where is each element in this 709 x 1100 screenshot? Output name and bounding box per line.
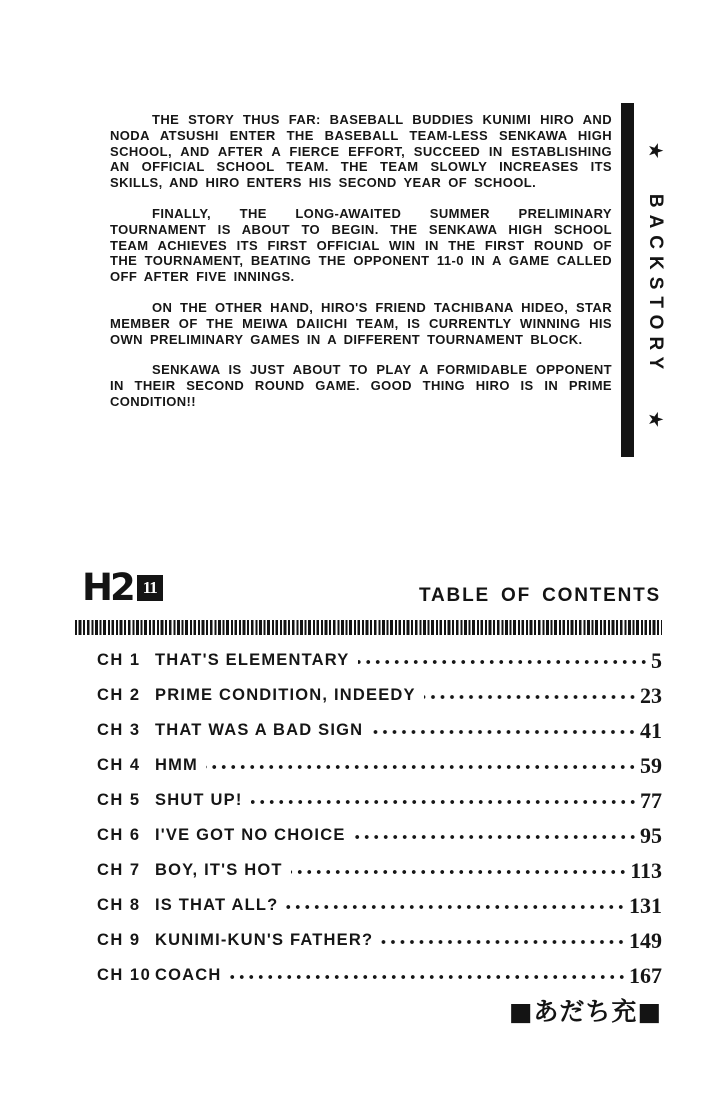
series-logo-text: H2 [82,566,133,609]
dot-leader [358,654,648,670]
chapter-label: CH 10 [97,966,152,984]
dot-leader [251,794,637,810]
chapter-title: BOY, IT'S HOT [155,861,283,879]
backstory-label-text: BACKSTORY [645,193,666,377]
dot-leader [206,759,637,775]
chapter-title: KUNIMI-KUN'S FATHER? [155,931,374,949]
chapter-page-number: 95 [640,822,662,848]
toc-row-5 [97,783,662,818]
backstory-paragraph-3: ON THE OTHER HAND, HIRO'S FRIEND TACHIBANA HIDEO, STAR MEMBER OF THE MEIWA DAIICHI TEAM, IS CURRENTLY WINNING HIS OWN PRELIMINARY GAMES IN A DIFFERENT TOURNAMENT BLOCK. [110,299,612,347]
toc-row-7 [97,853,662,888]
chapter-title: IS THAT ALL? [155,896,279,914]
toc-row-1 [97,643,662,678]
chapter-page-number: 23 [640,682,662,708]
backstory-side-rule [621,103,634,457]
chapter-page-number: 5 [651,647,662,673]
chapter-page-number: 77 [640,787,662,813]
backstory-panel [110,112,612,425]
toc-heading: TABLE OF CONTENTS [419,585,661,606]
toc-row-10 [97,958,662,993]
author-credit: ■あだち充■ [508,997,662,1026]
dot-leader [371,724,637,740]
dot-leader [286,899,626,915]
backstory-paragraph-4: SENKAWA IS JUST ABOUT TO PLAY A FORMIDABLE OPPONENT IN THEIR SECOND ROUND GAME. GOOD THING HIRO IS IN PRIME CONDITION!! [110,362,612,409]
chapter-page-number: 59 [640,752,662,778]
chapter-title: THAT'S ELEMENTARY [155,651,350,669]
backstory-vertical-label [642,143,668,427]
volume-badge: 11 [137,575,163,601]
chapter-label: CH 5 [97,791,141,809]
chapter-title: PRIME CONDITION, INDEEDY [155,686,416,704]
toc-row-3 [97,713,662,748]
backstory-paragraph-1: THE STORY THUS FAR: BASEBALL BUDDIES KUNIMI HIRO AND NODA ATSUSHI ENTER THE BASEBALL TEAM-LESS SENKAWA HIGH SCHOOL, AND AFTER A FIERCE EFFORT, SUCCEED IN ESTABLISHING AN OFFICIAL SCHOOL TEAM. THE TEAM SLOWLY INCREASES ITS SKILLS, AND HIRO ENTERS HIS SECOND YEAR OF SCHOOL. [110,112,612,191]
dot-leader [230,969,627,985]
dot-leader [381,934,626,950]
chapter-title: I'VE GOT NO CHOICE [155,826,346,844]
toc-row-9 [97,923,662,958]
toc-row-8 [97,888,662,923]
chapter-label: CH 4 [97,756,141,774]
chapter-label: CH 2 [97,686,141,704]
chapter-title: THAT WAS A BAD SIGN [155,721,364,739]
chapter-page-number: 113 [630,857,662,883]
dot-leader [354,829,637,845]
backstory-paragraph-2: FINALLY, THE LONG-AWAITED SUMMER PRELIMINARY TOURNAMENT IS ABOUT TO BEGIN. THE SENKAWA HIGH SCHOOL TEAM ACHIEVES ITS FIRST OFFICIAL WIN IN THE FIRST ROUND OF THE TOURNAMENT, BEATING THE OPPONENT 11-0 IN A GAME CALLED OFF AFTER FIVE INNINGS. [110,205,612,285]
series-logo [82,566,163,609]
toc-row-6 [97,818,662,853]
chapter-page-number: 41 [640,717,662,743]
star-icon: ★ [646,411,665,427]
chapter-label: CH 3 [97,721,141,739]
dot-leader [291,864,628,880]
chapter-label: CH 8 [97,896,141,914]
toc-row-2 [97,678,662,713]
chapter-page-number: 167 [629,962,662,988]
chapter-page-number: 149 [629,927,662,953]
dot-leader [424,689,637,705]
chapter-title: HMM [155,756,199,774]
star-icon: ★ [646,143,665,159]
barcode-divider [75,620,662,635]
chapter-label: CH 6 [97,826,141,844]
chapter-label: CH 9 [97,931,141,949]
toc-list [97,643,662,993]
chapter-label: CH 1 [97,651,141,669]
chapter-label: CH 7 [97,861,141,879]
chapter-title: COACH [155,966,222,984]
chapter-title: SHUT UP! [155,791,243,809]
chapter-page-number: 131 [629,892,662,918]
toc-row-4 [97,748,662,783]
